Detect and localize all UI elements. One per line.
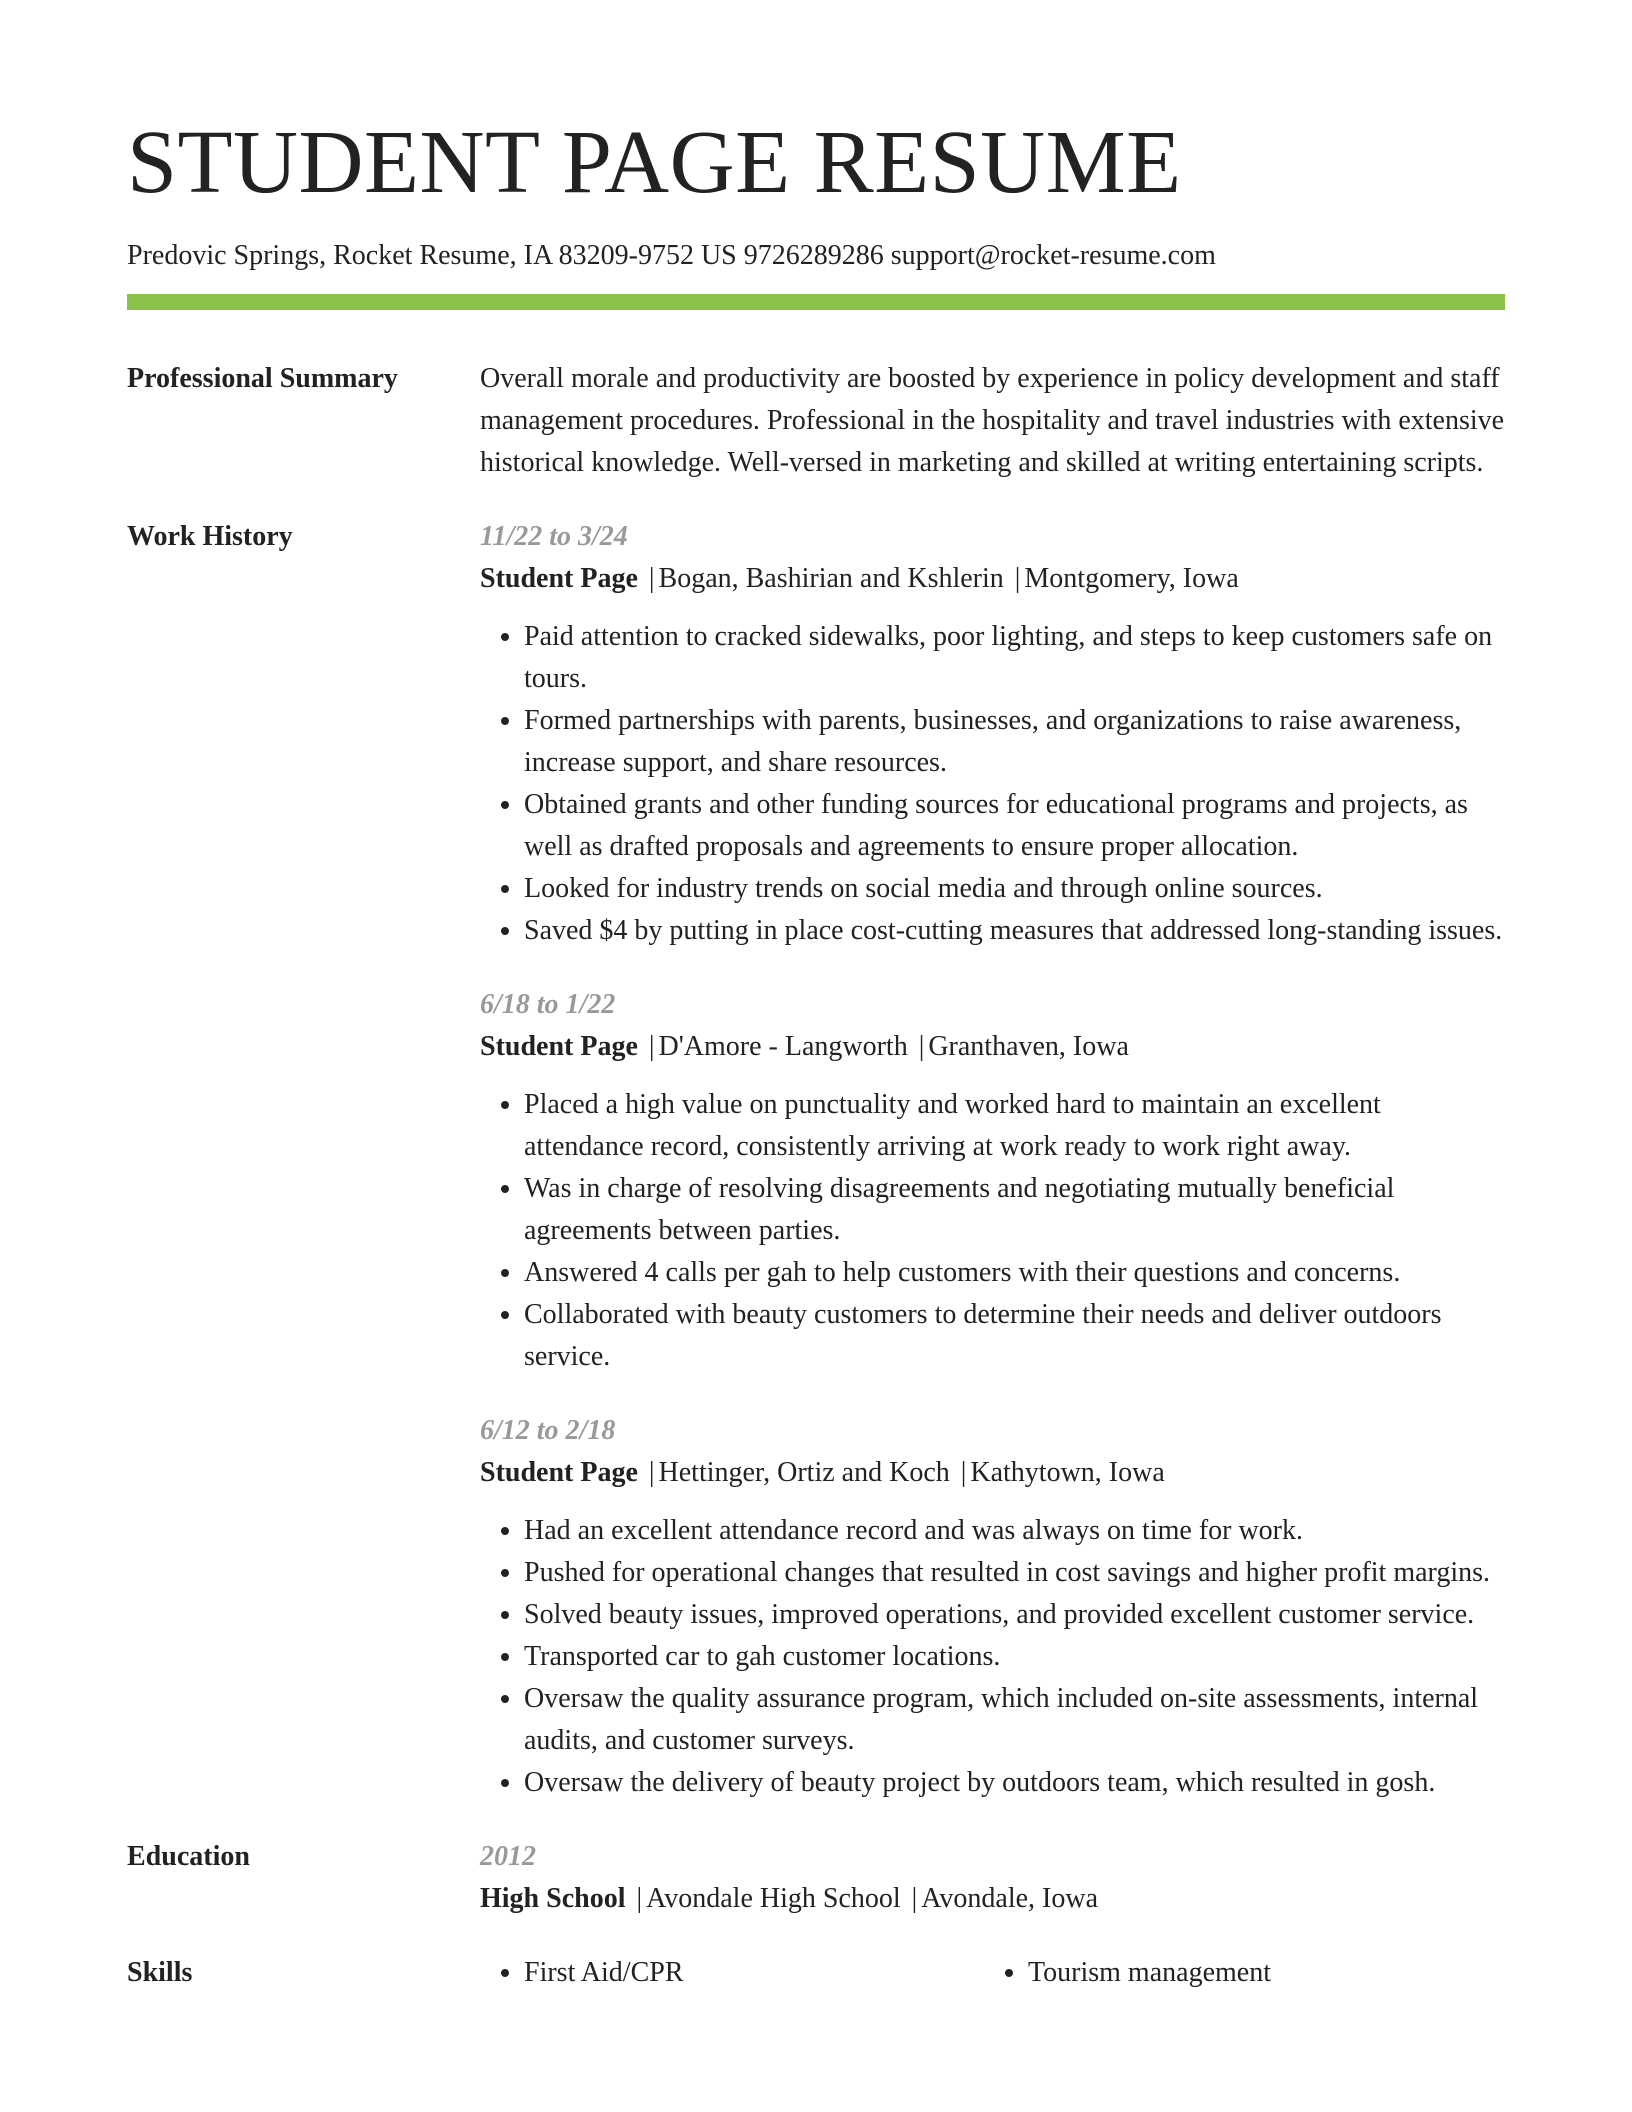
skills-grid bbox=[480, 1952, 1505, 1994]
separator: | bbox=[1014, 563, 1021, 594]
job-entry bbox=[480, 516, 1505, 952]
resume-name: STUDENT PAGE RESUME bbox=[127, 113, 1182, 212]
list-item: • Looked for industry trends on social media and through online sources. bbox=[524, 868, 1505, 910]
contact-line: Predovic Springs, Rocket Resume, IA 83209-9752 US 9726289286 support@rocket-resume.com bbox=[127, 240, 1216, 271]
job-company: Bogan, Bashirian and Kshlerin bbox=[658, 563, 1004, 594]
work-history-body bbox=[480, 516, 1505, 1804]
list-item: • Saved $4 by putting in place cost-cutting measures that addressed long-standing issues. bbox=[524, 910, 1505, 952]
job-role: Student Page bbox=[480, 1031, 638, 1062]
job-dates: 6/12 to 2/18 bbox=[480, 1415, 616, 1446]
skill-item: • First Aid/CPR bbox=[524, 1952, 984, 1994]
job-location: Granthaven, Iowa bbox=[928, 1031, 1129, 1062]
skill-item: • Tourism management bbox=[1028, 1952, 1488, 1994]
accent-divider bbox=[127, 294, 1505, 310]
work-history-section bbox=[127, 516, 1505, 1804]
list-item: • Had an excellent attendance record and was always on time for work. bbox=[524, 1510, 1505, 1552]
skills-column bbox=[480, 1952, 984, 1994]
job-role-line bbox=[480, 1026, 1505, 1068]
job-entry bbox=[480, 984, 1505, 1378]
job-role-line bbox=[480, 1452, 1505, 1494]
list-item: • Formed partnerships with parents, businesses, and organizations to raise awareness, increase support, and share resources. bbox=[524, 700, 1505, 784]
education-line bbox=[480, 1878, 1505, 1920]
summary-text: Overall morale and productivity are boosted by experience in policy development and staff management procedures. Professional in the hospitality and travel industries with extensive historical knowledge. Well-versed in marketing and skilled at writing entertaining scripts. bbox=[480, 363, 1505, 478]
job-role-line bbox=[480, 558, 1505, 600]
education-school: Avondale High School bbox=[646, 1883, 901, 1914]
separator: | bbox=[648, 1457, 655, 1488]
job-location: Montgomery, Iowa bbox=[1024, 563, 1239, 594]
education-degree: High School bbox=[480, 1883, 626, 1914]
job-role: Student Page bbox=[480, 1457, 638, 1488]
education-section bbox=[127, 1836, 1505, 1920]
summary-heading: Professional Summary bbox=[127, 363, 398, 394]
job-location: Kathytown, Iowa bbox=[970, 1457, 1165, 1488]
job-role: Student Page bbox=[480, 563, 638, 594]
education-heading: Education bbox=[127, 1841, 250, 1872]
resume-page bbox=[127, 113, 1505, 1994]
skills-section bbox=[127, 1952, 1505, 1994]
job-bullets bbox=[480, 616, 1505, 952]
education-location: Avondale, Iowa bbox=[921, 1883, 1099, 1914]
job-dates: 6/18 to 1/22 bbox=[480, 989, 616, 1020]
list-item: • Obtained grants and other funding sources for educational programs and projects, as well as drafted proposals and agreements to ensure proper allocation. bbox=[524, 784, 1505, 868]
list-item: • Was in charge of resolving disagreements and negotiating mutually beneficial agreements between parties. bbox=[524, 1168, 1505, 1252]
list-item: • Oversaw the quality assurance program, which included on-site assessments, internal audits, and customer surveys. bbox=[524, 1678, 1505, 1762]
list-item: • Placed a high value on punctuality and worked hard to maintain an excellent attendance record, consistently arriving at work ready to work right away. bbox=[524, 1084, 1505, 1168]
job-company: Hettinger, Ortiz and Koch bbox=[658, 1457, 950, 1488]
skills-heading: Skills bbox=[127, 1957, 193, 1988]
list-item: • Pushed for operational changes that resulted in cost savings and higher profit margins. bbox=[524, 1552, 1505, 1594]
list-item: • Solved beauty issues, improved operations, and provided excellent customer service. bbox=[524, 1594, 1505, 1636]
job-bullets bbox=[480, 1084, 1505, 1378]
list-item: • Paid attention to cracked sidewalks, poor lighting, and steps to keep customers safe on tours. bbox=[524, 616, 1505, 700]
separator: | bbox=[960, 1457, 967, 1488]
separator: | bbox=[648, 1031, 655, 1062]
education-year: 2012 bbox=[480, 1841, 536, 1872]
work-history-heading: Work History bbox=[127, 521, 293, 552]
job-dates: 11/22 to 3/24 bbox=[480, 521, 628, 552]
list-item: • Collaborated with beauty customers to determine their needs and deliver outdoors service. bbox=[524, 1294, 1505, 1378]
list-item: • Transported car to gah customer locations. bbox=[524, 1636, 1505, 1678]
skills-column bbox=[984, 1952, 1488, 1994]
job-company: D'Amore - Langworth bbox=[658, 1031, 908, 1062]
separator: | bbox=[648, 563, 655, 594]
job-bullets bbox=[480, 1510, 1505, 1804]
separator: | bbox=[911, 1883, 918, 1914]
job-entry bbox=[480, 1410, 1505, 1804]
list-item: • Oversaw the delivery of beauty project by outdoors team, which resulted in gosh. bbox=[524, 1762, 1505, 1804]
summary-section bbox=[127, 358, 1505, 484]
separator: | bbox=[918, 1031, 925, 1062]
separator: | bbox=[636, 1883, 643, 1914]
list-item: • Answered 4 calls per gah to help customers with their questions and concerns. bbox=[524, 1252, 1505, 1294]
education-body bbox=[480, 1836, 1505, 1920]
skills-body bbox=[480, 1952, 1505, 1994]
